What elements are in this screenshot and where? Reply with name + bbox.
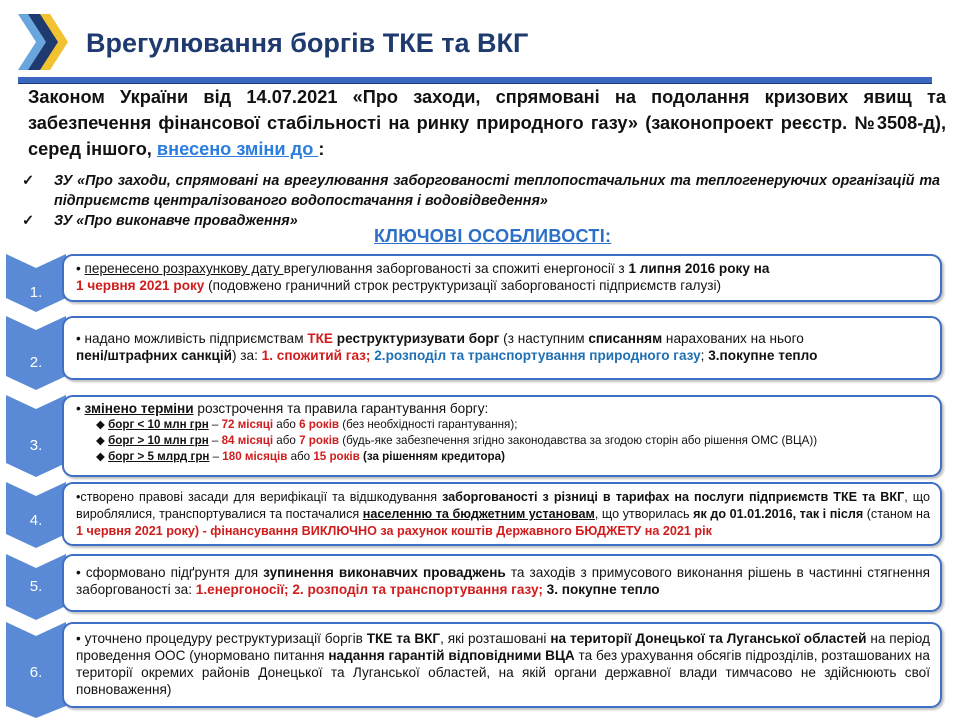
body-text: • уточнено процедуру реструктуризації боргів	[76, 631, 367, 646]
chevron-arrow-icon	[6, 554, 66, 620]
term-years: 15 років	[313, 450, 360, 463]
feature-box-6	[62, 622, 942, 708]
underlined-text: перенесено розрахункову дату	[84, 261, 284, 276]
page-title: Врегулювання боргів ТКЕ та ВКГ	[86, 28, 529, 58]
debt-threshold: борг > 10 млн грн	[108, 434, 209, 447]
intro-link[interactable]: внесено зміни до	[156, 139, 319, 159]
feature-box-4	[62, 482, 942, 546]
debt-threshold: борг < 10 млн грн	[108, 418, 209, 431]
chevron-arrow-icon	[6, 254, 66, 312]
dash: –	[209, 450, 223, 463]
intro-paragraph	[28, 84, 946, 162]
bold-text: надання гарантій відповідними ВЦА	[328, 648, 575, 663]
body-text: •створено правові засади для верифікації та відшкодування	[76, 490, 443, 504]
bold-text: списанням	[588, 331, 663, 346]
highlight-energy: 1.енергоносії; 2. розподіл та транспортування газу;	[195, 582, 543, 597]
or-text: або	[273, 418, 300, 431]
term-item: ◆ борг > 10 млн грн – 84 місяці або 7 років (будь-яке забезпечення згідно законодавства за згодою сторін або рішення ОМС (ВЦА))	[96, 434, 818, 447]
chevron-arrow-icon	[6, 395, 66, 477]
title-divider	[18, 77, 932, 84]
dash: –	[208, 434, 222, 447]
term-item: ◆ борг > 5 млрд грн – 180 місяців або 15 років (за рішенням кредитора)	[96, 450, 505, 463]
body-text: врегулювання заборгованості за спожиті енергоносії з	[283, 261, 629, 276]
or-text: або	[287, 450, 314, 463]
law-item	[20, 171, 940, 211]
law-text: ЗУ «Про виконавче провадження»	[54, 213, 298, 229]
chevron-arrow-icon	[6, 622, 66, 718]
check-mark-icon: ✓	[22, 213, 34, 229]
highlight-tke: ТКЕ	[307, 331, 333, 346]
body-text: розстрочення та правила гарантування боргу:	[193, 401, 489, 416]
term-years: 7 років	[299, 434, 340, 447]
term-item: ◆ борг < 10 млн грн – 72 місяці або 6 років (без необхідності гарантування);	[96, 418, 518, 431]
highlight-gas: 1. спожитий газ;	[261, 348, 371, 363]
item-number: 1.	[29, 284, 43, 301]
bold-text: на території Донецької та Луганської областей	[550, 631, 867, 646]
feature-box-3	[62, 395, 942, 477]
term-years: 6 років	[299, 418, 340, 431]
body-text: , що утворилась	[594, 507, 694, 521]
or-text: або	[273, 434, 300, 447]
chevron-arrow-icon	[6, 316, 66, 390]
body-text: ;	[700, 348, 709, 363]
body-text: , що вироблялися, транспортувалися та постачалися	[76, 490, 930, 521]
term-months: 84 місяці	[221, 434, 274, 447]
body-text: нарахованих на нього	[662, 331, 804, 346]
highlight-funding: 1 червня 2021 року) - фінансування ВИКЛЮЧНО за рахунок коштів Державного БЮДЖЕТУ на 2021 рік	[76, 524, 712, 538]
term-note: (за рішенням кредитора)	[359, 450, 505, 463]
term-months: 72 місяці	[221, 418, 274, 431]
bold-text: 3. покупне тепло	[546, 582, 660, 597]
debt-threshold: борг > 5 млрд грн	[108, 450, 210, 463]
feature-box-5	[62, 554, 942, 612]
item-number: 3.	[29, 437, 43, 454]
highlight-date: 1 червня 2021 року	[76, 278, 205, 293]
highlight-transport: 2.розподіл та транспортування природного газу	[374, 348, 701, 363]
bold-text: як до 01.01.2016, так і після	[693, 507, 864, 521]
bullet: •	[76, 401, 85, 416]
bullet: •	[76, 261, 85, 276]
body-text: на період проведення ООС (унормовано питання	[76, 631, 930, 663]
law-text: ЗУ «Про заходи, спрямовані на врегулювання заборгованості теплопостачальних та теплогенеруючих організацій та підприємств централізованого водопостачання і водовідведення»	[54, 173, 940, 209]
bold-text: заборгованості з різниці в тарифах на послуги підприємств ТКЕ та ВКГ	[442, 490, 905, 504]
intro-colon: :	[318, 139, 325, 159]
intro-text: Законом України від 14.07.2021 «Про заходи, спрямовані на подолання кризових явищ та забезпечення фінансової стабільності на ринку природного газу» (законопроект реєстр. №3508-д), серед іншого,	[28, 87, 946, 159]
feature-box-2	[62, 316, 942, 380]
chevron-arrow-icon	[6, 482, 66, 548]
dash: –	[208, 418, 222, 431]
item-number: 4.	[29, 512, 43, 529]
body-text: • сформовано підґрунтя для	[76, 565, 264, 580]
bold-text: пені/штрафних санкцій	[76, 348, 232, 363]
date-text: 1 липня 2016 року на	[628, 261, 770, 276]
underlined-bold-text: населенню та бюджетним установам	[362, 507, 595, 521]
bold-text: зупинення виконавчих проваджень	[263, 565, 506, 580]
body-text: (з наступним	[499, 331, 589, 346]
bold-text: 3.покупне тепло	[708, 348, 818, 363]
key-features-heading: КЛЮЧОВІ ОСОБЛИВОСТІ:	[374, 226, 612, 246]
arrow-chevrons-logo	[14, 10, 72, 74]
body-text: та заходів з примусового виконання рішень в частинні стягнення заборгованості за:	[76, 565, 930, 597]
body-text: (подовжено граничний строк реструктуризації заборгованості підприємств галузі)	[204, 278, 722, 293]
feature-box-1	[62, 254, 942, 302]
body-text: (станом на	[863, 507, 930, 521]
underlined-bold-text: змінено терміни	[84, 401, 194, 416]
bold-text: ТКЕ та ВКГ	[366, 631, 441, 646]
term-note: (будь-яке забезпечення згідно законодавства за згодою сторін або рішення ОМС (ВЦА))	[339, 434, 818, 447]
check-mark-icon: ✓	[22, 173, 34, 189]
item-number: 2.	[29, 354, 43, 371]
term-months: 180 місяців	[222, 450, 288, 463]
bold-text: реструктуризувати борг	[336, 331, 500, 346]
body-text: та без урахування обсягів підрозділів, розташованих на території окремих районів Донецької та Луганської областей, на якій органи державної влади тимчасово не здійснюють свої повноваження)	[76, 648, 930, 697]
body-text: , які розташовані	[440, 631, 551, 646]
body-text: • надано можливість підприємствам	[76, 331, 308, 346]
item-number: 6.	[29, 664, 43, 681]
term-note: (без необхідності гарантування);	[339, 418, 518, 431]
item-number: 5.	[29, 578, 43, 595]
body-text: ) за:	[231, 348, 262, 363]
laws-list	[20, 171, 940, 231]
